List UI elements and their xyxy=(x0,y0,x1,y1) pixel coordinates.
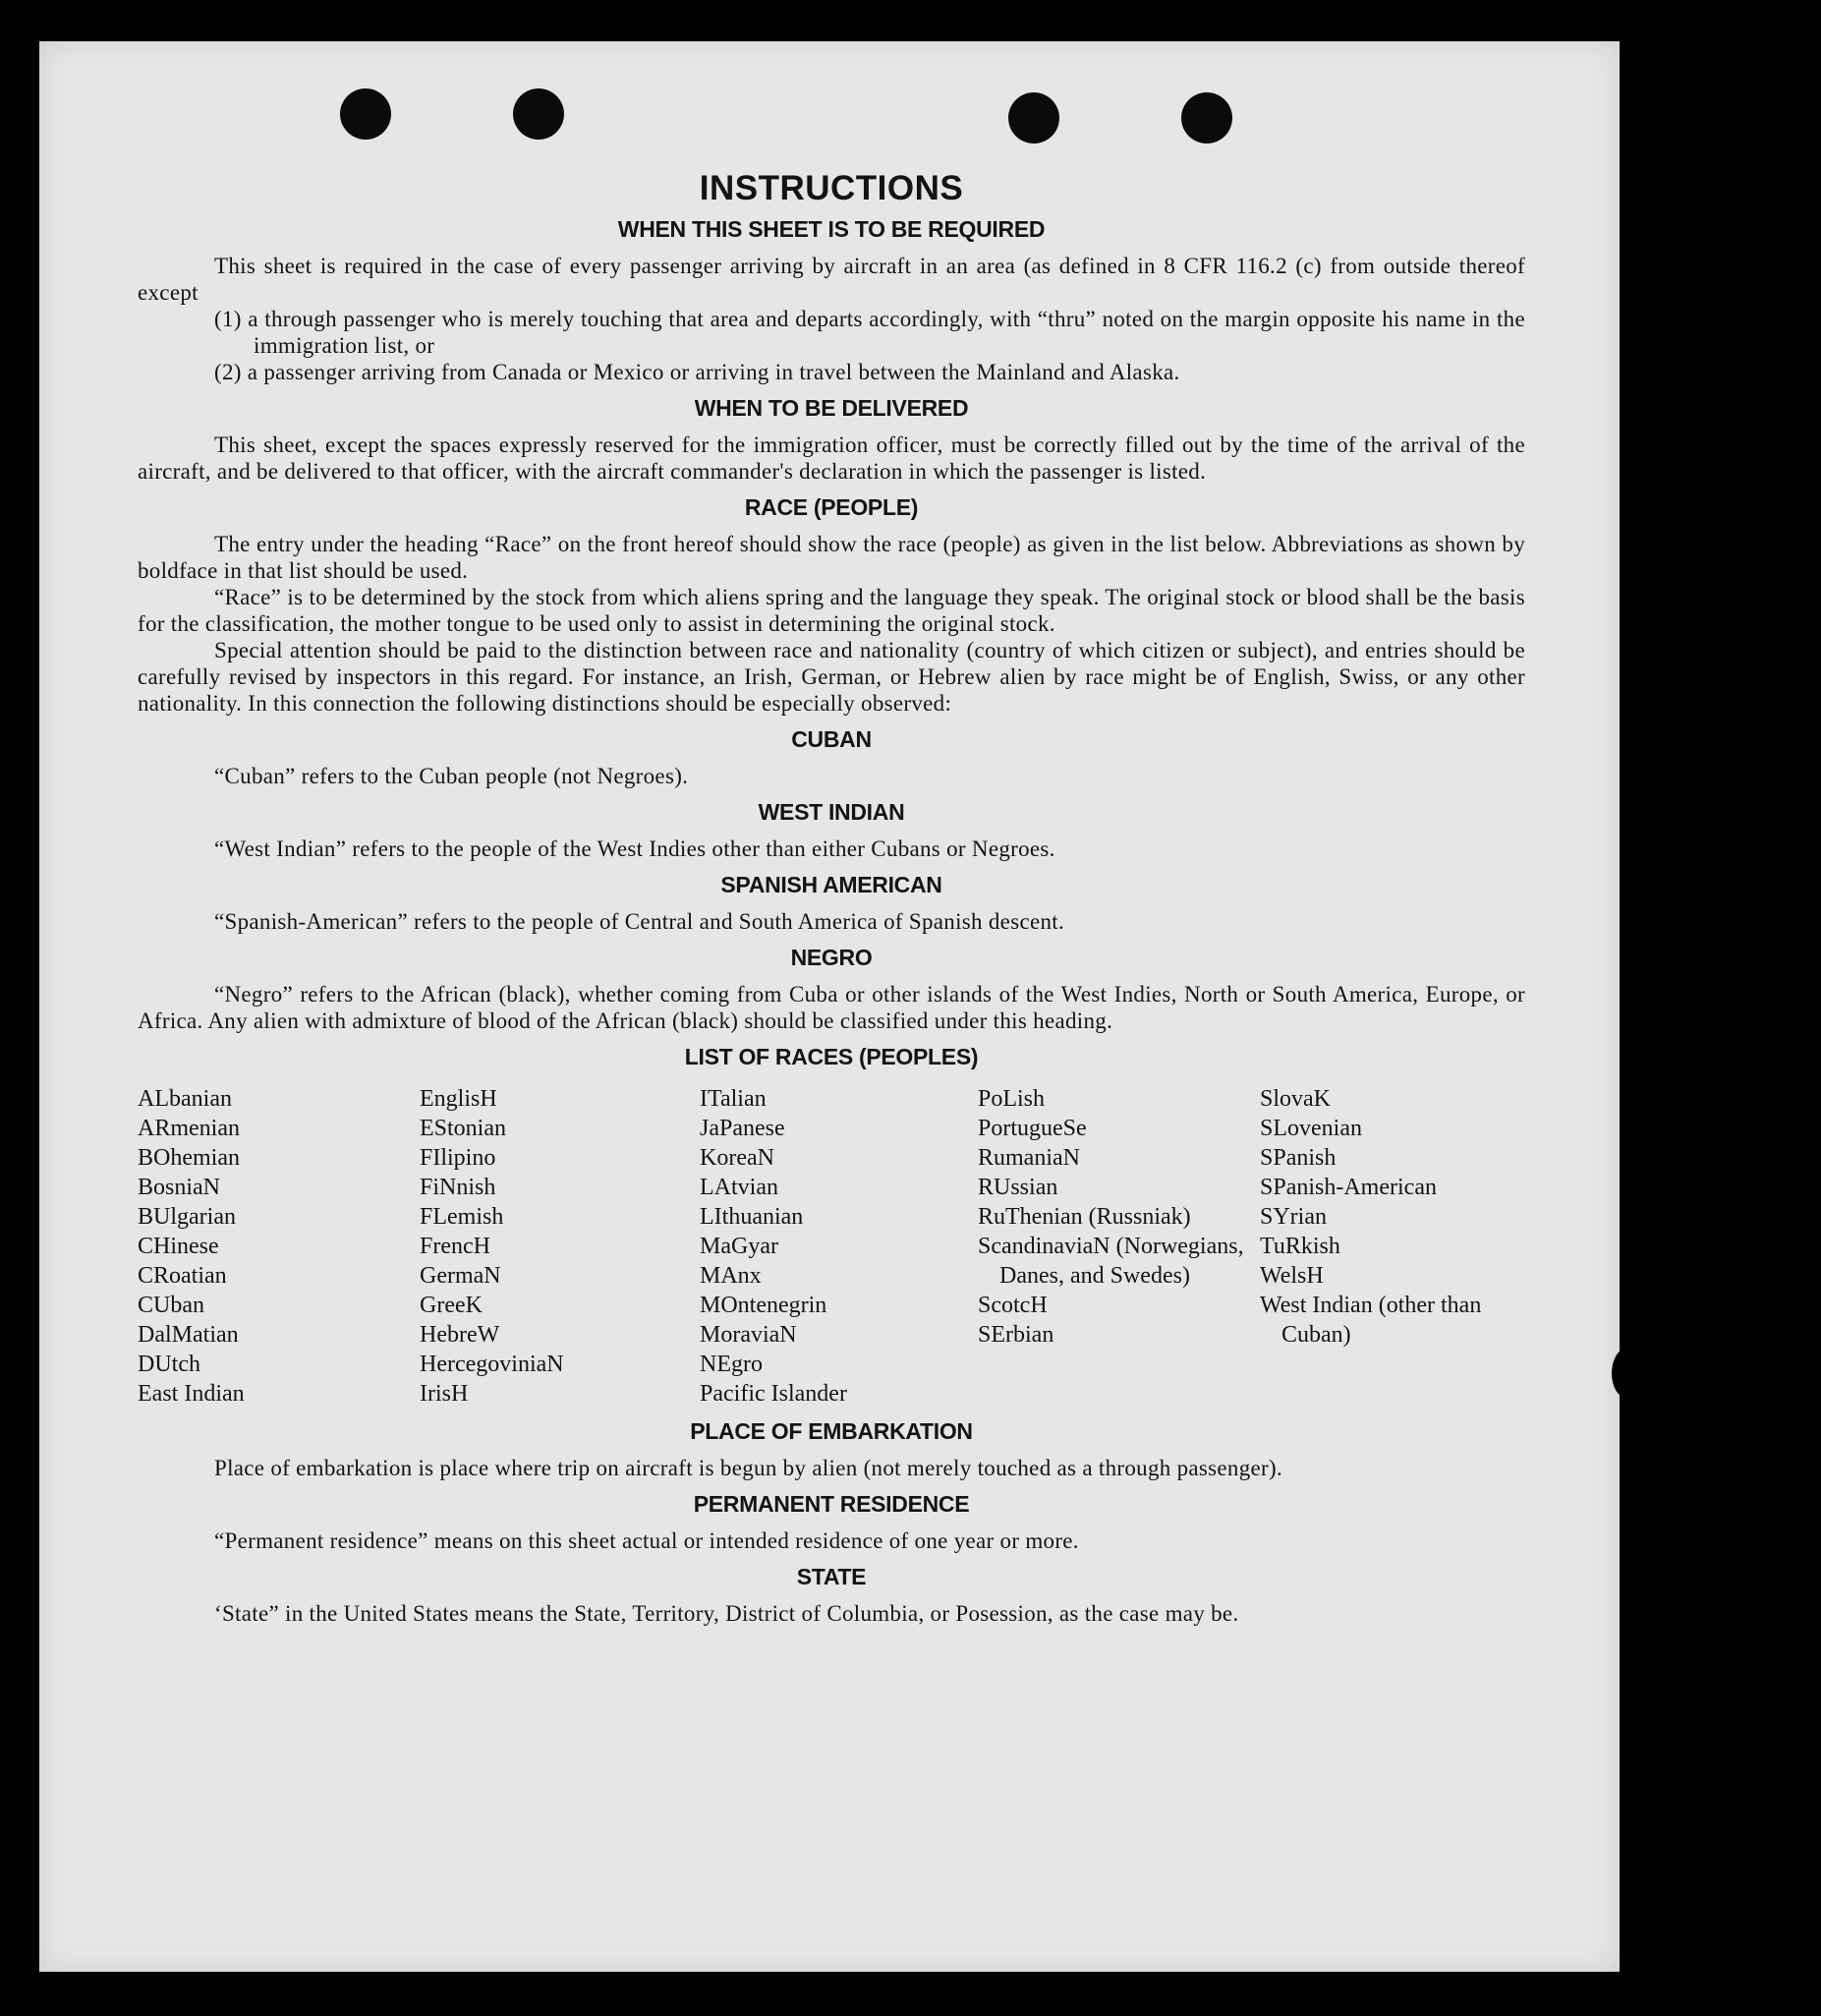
punch-hole xyxy=(1181,92,1232,144)
list-item: SPanish xyxy=(1260,1145,1337,1171)
list-item: LIthuanian xyxy=(700,1204,804,1230)
list-item: ScotcH xyxy=(978,1293,1048,1318)
list-item: MAnx xyxy=(700,1263,762,1289)
list-item: PoLish xyxy=(978,1086,1046,1112)
punch-hole xyxy=(340,88,391,140)
section-heading-race: RACE (PEOPLE) xyxy=(744,494,919,520)
races-column xyxy=(138,1084,420,1409)
instructions-content xyxy=(138,169,1525,1627)
paragraph: Special attention should be paid to the distinction between race and nationality (country of which citizen or subject), and entries should be carefully revised by inspectors in this regard. For instance, an Irish, German, or Hebrew alien by race might be of English, Swiss, or any other nationality. In this connection the following distinctions should be especially observed: xyxy=(138,638,1525,716)
page-notch xyxy=(1612,1349,1641,1398)
list-item: BUlgarian xyxy=(138,1204,236,1230)
list-item: GreeK xyxy=(420,1293,483,1318)
races-column xyxy=(700,1084,978,1409)
paragraph: “Race” is to be determined by the stock from which aliens spring and the language they speak. The original stock or blood shall be the basis for the classification, the mother tongue to be used only to assist in determining the original stock. xyxy=(138,585,1525,636)
list-item: ALbanian xyxy=(138,1086,232,1112)
paragraph: “Spanish-American” refers to the people of Central and South America of Spanish descent. xyxy=(214,909,1065,934)
list-item: TuRkish xyxy=(1260,1234,1340,1259)
section-heading-delivered: WHEN TO BE DELIVERED xyxy=(694,395,969,421)
list-item: KoreaN xyxy=(700,1145,774,1171)
list-item: Pacific Islander xyxy=(700,1381,847,1407)
paragraph: This sheet is required in the case of every passenger arriving by aircraft in an area (as defined in 8 CFR 116.2 (c) from outside thereof except xyxy=(138,254,1525,305)
list-item: JaPanese xyxy=(700,1116,785,1141)
list-item: FIlipino xyxy=(420,1145,496,1171)
list-item: NEgro xyxy=(700,1352,763,1377)
section-heading-negro: NEGRO xyxy=(790,945,873,970)
list-item: HercegoviniaN xyxy=(420,1352,564,1377)
list-item: MOntenegrin xyxy=(700,1293,827,1318)
list-item: SLovenian xyxy=(1260,1116,1362,1141)
list-item: West Indian (other than Cuban) xyxy=(1260,1293,1482,1348)
list-item: (1) a through passenger who is merely touching that area and departs accordingly, with “thru” noted on the margin opposite his name in the immigration list, or xyxy=(214,307,1525,358)
list-item: ARmenian xyxy=(138,1116,240,1141)
races-column xyxy=(420,1084,700,1409)
list-item: (2) a passenger arriving from Canada or Mexico or arriving in travel between the Mainland and Alaska. xyxy=(214,360,1180,384)
list-item: EStonian xyxy=(420,1116,506,1141)
list-item: RUssian xyxy=(978,1175,1058,1200)
list-item: CHinese xyxy=(138,1234,219,1259)
list-item: MoraviaN xyxy=(700,1322,797,1348)
list-item: BosniaN xyxy=(138,1175,220,1200)
list-item: FrencH xyxy=(420,1234,490,1259)
paragraph: ‘State” in the United States means the State, Territory, District of Columbia, or Posession, as the case may be. xyxy=(214,1601,1239,1626)
section-heading-state: STATE xyxy=(796,1564,867,1589)
list-item: SlovaK xyxy=(1260,1086,1331,1112)
list-item: WelsH xyxy=(1260,1263,1324,1289)
section-heading-races-list: LIST OF RACES (PEOPLES) xyxy=(684,1044,979,1069)
list-item: SPanish-American xyxy=(1260,1175,1437,1200)
list-item: SYrian xyxy=(1260,1204,1327,1230)
list-item: CRoatian xyxy=(138,1263,227,1289)
page-title: INSTRUCTIONS xyxy=(699,169,964,207)
list-item: HebreW xyxy=(420,1322,500,1348)
section-heading-cuban: CUBAN xyxy=(791,726,872,752)
list-item: DUtch xyxy=(138,1352,200,1377)
paragraph: “West Indian” refers to the people of the West Indies other than either Cubans or Negroes. xyxy=(214,836,1055,861)
races-column xyxy=(1260,1084,1525,1409)
list-item: LAtvian xyxy=(700,1175,778,1200)
list-item: PortugueSe xyxy=(978,1116,1087,1141)
paragraph: “Permanent residence” means on this sheet actual or intended residence of one year or more. xyxy=(214,1528,1079,1553)
paragraph: This sheet, except the spaces expressly reserved for the immigration officer, must be correctly filled out by the time of the arrival of the aircraft, and be delivered to that officer, with the aircraft commander's declaration in which the passenger is listed. xyxy=(138,432,1525,484)
list-item: East Indian xyxy=(138,1381,245,1407)
list-item: RuThenian (Russniak) xyxy=(978,1204,1191,1230)
section-heading-residence: PERMANENT RESIDENCE xyxy=(693,1491,970,1517)
section-heading-west-indian: WEST INDIAN xyxy=(758,799,905,825)
document-sheet xyxy=(39,41,1620,1972)
list-item: MaGyar xyxy=(700,1234,778,1259)
paragraph: Place of embarkation is place where trip on aircraft is begun by alien (not merely touched as a through passenger). xyxy=(214,1456,1283,1480)
section-heading-required: WHEN THIS SHEET IS TO BE REQUIRED xyxy=(617,216,1046,242)
list-item: DalMatian xyxy=(138,1322,239,1348)
punch-hole xyxy=(513,88,564,140)
list-item: EnglisH xyxy=(420,1086,497,1112)
list-item: IrisH xyxy=(420,1381,469,1407)
list-item: FiNnish xyxy=(420,1175,496,1200)
punch-hole xyxy=(1008,92,1059,144)
list-item: BOhemian xyxy=(138,1145,240,1171)
races-column xyxy=(978,1084,1260,1409)
list-item: FLemish xyxy=(420,1204,504,1230)
list-item: SErbian xyxy=(978,1322,1054,1348)
paragraph: “Cuban” refers to the Cuban people (not Negroes). xyxy=(214,764,689,788)
paragraph: “Negro” refers to the African (black), whether coming from Cuba or other islands of the West Indies, North or South America, Europe, or Africa. Any alien with admixture of blood of the African (black) should be classified under this heading. xyxy=(138,982,1525,1033)
list-item: CUban xyxy=(138,1293,204,1318)
list-item: GermaN xyxy=(420,1263,501,1289)
section-heading-embarkation: PLACE OF EMBARKATION xyxy=(690,1418,973,1444)
races-list xyxy=(138,1084,1525,1409)
list-item: ITalian xyxy=(700,1086,767,1112)
list-item: ScandinaviaN (Norwegians, Danes, and Swedes) xyxy=(978,1234,1244,1289)
list-item: RumaniaN xyxy=(978,1145,1080,1171)
section-heading-spanish-american: SPANISH AMERICAN xyxy=(720,872,942,897)
paragraph: The entry under the heading “Race” on the front hereof should show the race (people) as given in the list below. Abbreviations as shown by boldface in that list should be used. xyxy=(138,532,1525,583)
